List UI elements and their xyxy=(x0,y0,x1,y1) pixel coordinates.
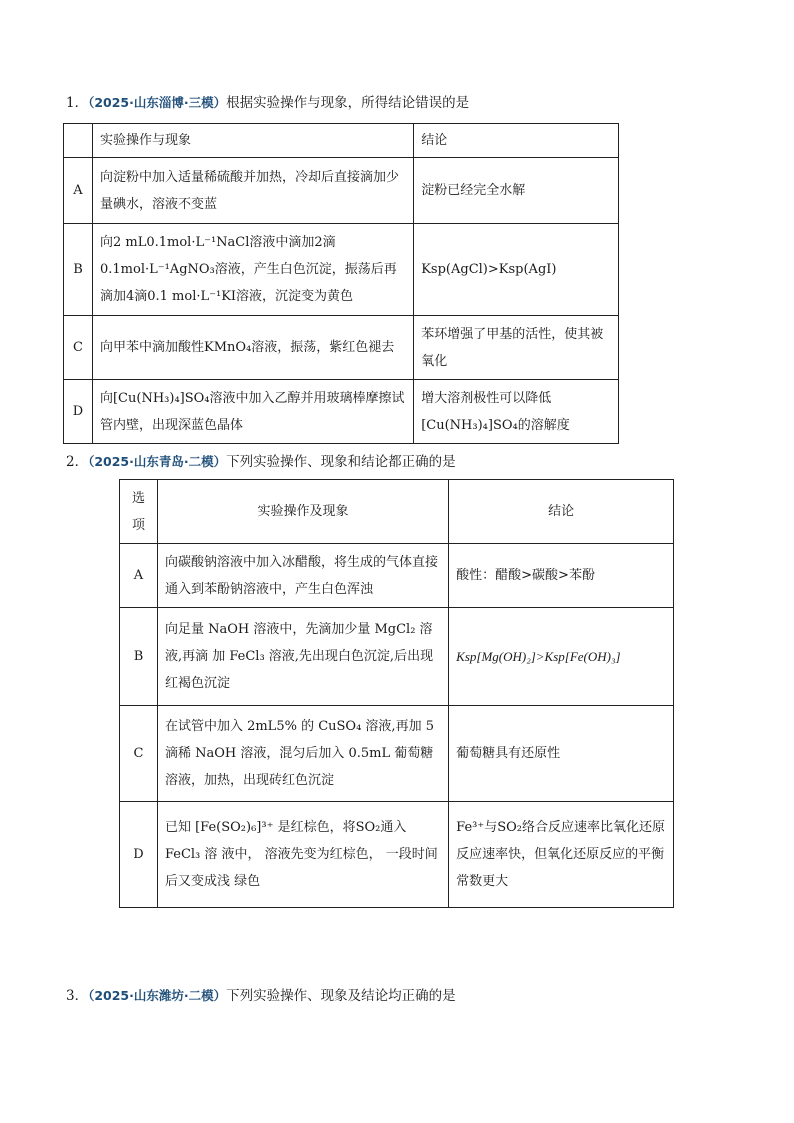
row-conclusion: 苯环增强了甲基的活性，使其被氧化 xyxy=(414,316,619,380)
row-label: C xyxy=(120,706,158,802)
table-row xyxy=(64,224,619,316)
row-conclusion: Fe³⁺与SO₂络合反应速率比氧化还原反应速率快，但氧化还原反应的平衡常数更大 xyxy=(449,802,674,908)
row-label: C xyxy=(64,316,93,380)
header-conclusion: 结论 xyxy=(449,480,674,544)
header-conclusion: 结论 xyxy=(414,124,619,158)
row-operation: 向淀粉中加入适量稀硫酸并加热，冷却后直接滴加少量碘水，溶液不变蓝 xyxy=(92,158,413,224)
header-option: 选项 xyxy=(120,480,158,544)
row-operation: 向碳酸钠溶液中加入冰醋酸，将生成的气体直接 通入到苯酚钠溶液中，产生白色浑浊 xyxy=(157,544,448,608)
row-conclusion: Ksp[Mg(OH)₂]>Ksp[Fe(OH)₃] xyxy=(449,608,674,706)
table-row xyxy=(120,608,674,706)
question-number: 3． xyxy=(66,988,89,1004)
row-operation: 向[Cu(NH₃)₄]SO₄溶液中加入乙醇并用玻璃棒摩擦试管内壁，出现深蓝色晶体 xyxy=(92,380,413,444)
row-label: B xyxy=(64,224,93,316)
table-row xyxy=(120,706,674,802)
question-2-stem xyxy=(66,453,456,471)
row-operation: 向2 mL0.1mol·L⁻¹NaCl溶液中滴加2滴0.1mol·L⁻¹AgNO₃溶液，产生白色沉淀，振荡后再滴加4滴0.1 mol·L⁻¹KI溶液，沉淀变为黄色 xyxy=(92,224,413,316)
question-source: （2025·山东青岛·二模） xyxy=(88,454,227,469)
row-conclusion: 酸性：醋酸>碳酸>苯酚 xyxy=(449,544,674,608)
table-header xyxy=(120,480,674,544)
table-row xyxy=(64,380,619,444)
table-1 xyxy=(63,123,619,444)
row-conclusion: 葡萄糖具有还原性 xyxy=(449,706,674,802)
table-row xyxy=(120,544,674,608)
table-row xyxy=(64,158,619,224)
question-source: （2025·山东潍坊·二模） xyxy=(88,988,227,1003)
header-operation: 实验操作及现象 xyxy=(157,480,448,544)
table-2 xyxy=(119,479,674,908)
row-label: B xyxy=(120,608,158,706)
question-text: 下列实验操作、现象及结论均正确的是 xyxy=(226,988,456,1004)
question-3-stem xyxy=(66,987,456,1005)
row-conclusion: 增大溶剂极性可以降低[Cu(NH₃)₄]SO₄的溶解度 xyxy=(414,380,619,444)
header-operation: 实验操作与现象 xyxy=(92,124,413,158)
row-operation: 在试管中加入 2mL5% 的 CuSO₄ 溶液,再加 5 滴稀 NaOH 溶液，混匀后加入 0.5mL 葡萄糖溶液，加热，出现砖红色沉淀 xyxy=(157,706,448,802)
row-label: A xyxy=(120,544,158,608)
row-conclusion: Ksp(AgCl)>Ksp(AgI) xyxy=(414,224,619,316)
question-text: 根据实验操作与现象，所得结论错误的是 xyxy=(226,95,470,111)
table-header xyxy=(64,124,619,158)
table-row xyxy=(64,316,619,380)
row-label: D xyxy=(120,802,158,908)
question-number: 1． xyxy=(66,95,89,111)
table-row xyxy=(120,802,674,908)
question-number: 2． xyxy=(66,454,89,470)
question-1-stem xyxy=(66,94,469,112)
row-operation: 已知 [Fe(SO₂)₆]³⁺ 是红棕色，将SO₂通入 FeCl₃ 溶 液中， 溶液先变为红棕色， 一段时间后又变成浅 绿色 xyxy=(157,802,448,908)
row-operation: 向甲苯中滴加酸性KMnO₄溶液，振荡，紫红色褪去 xyxy=(92,316,413,380)
row-conclusion: 淀粉已经完全水解 xyxy=(414,158,619,224)
row-label: A xyxy=(64,158,93,224)
question-text: 下列实验操作、现象和结论都正确的是 xyxy=(226,454,456,470)
question-source: （2025·山东淄博·三模） xyxy=(88,95,227,110)
row-operation: 向足量 NaOH 溶液中，先滴加少量 MgCl₂ 溶液,再滴 加 FeCl₃ 溶液,先出现白色沉淀,后出现红褐色沉淀 xyxy=(157,608,448,706)
row-label: D xyxy=(64,380,93,444)
